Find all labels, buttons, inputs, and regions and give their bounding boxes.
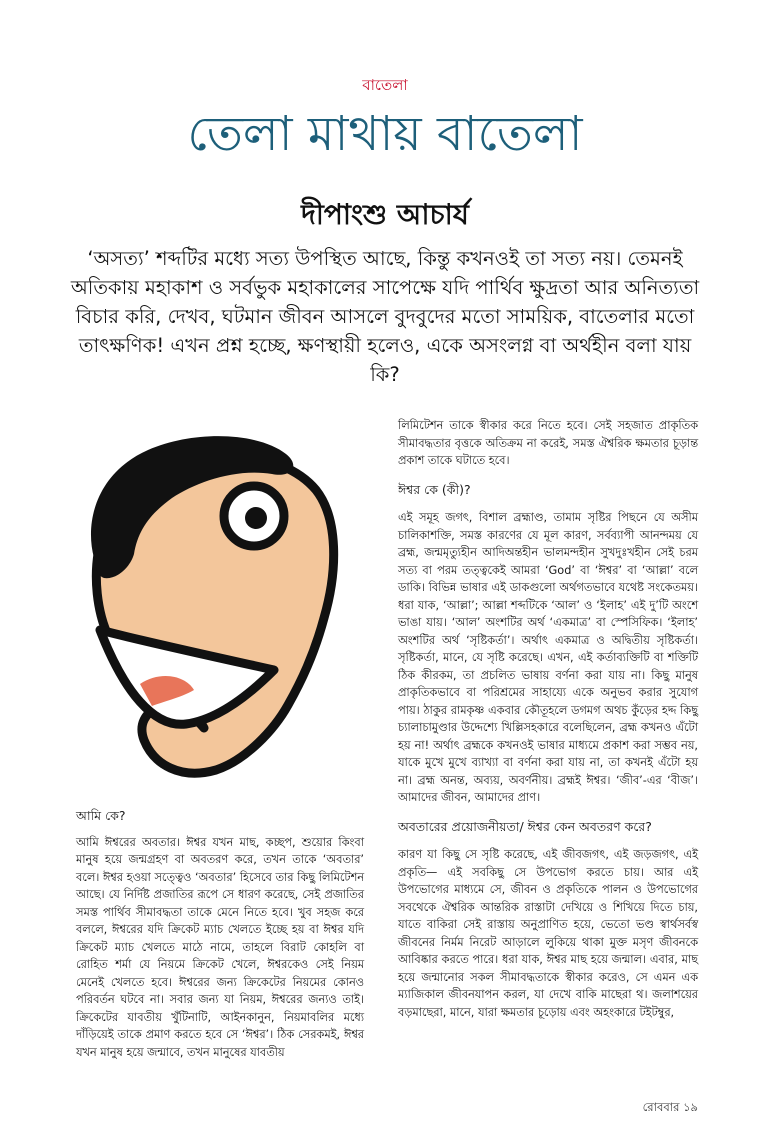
right-column bbox=[398, 417, 698, 1021]
section-kicker: বাতেলা bbox=[362, 76, 408, 94]
article-title: তেলা মাথায় বাতেলা bbox=[187, 106, 583, 162]
right-column-body-1: এই সমূহ জগৎ, বিশাল ব্রহ্মাণ্ড, তামাম সৃষ্টির পিছনে যে অসীম চালিকাশক্তি, সমস্ত কারণের যে মূল কারণ, সর্বব্যাপী আনন্দময় যে ব্রহ্ম, জন্মমৃত্যুহীন আদিঅন্তহীন ভালমন্দহীন সুখদুঃখহীন সেই চরম সত্য বা পরম তত্ত্বকেই আমরা ‘God’ বা ‘ঈশ্বর’ বা ‘আল্লা’ বলে ডাকি। বিভিন্ন ভাষার এই ডাকগুলো অর্থগতভাবে যথেষ্ট সংকেতময়। ধরা যাক, ‘আল্লা’; আল্লা শব্দটিকে ‘আল’ ও ‘ইলাহ’ এই দু’টি অংশে ভাঙা যায়। ‘আল’ অংশটির অর্থ ‘একমাত্র’ বা স্পেসিফিক। ‘ইলাহ’ অংশটির অর্থ ‘সৃষ্টিকর্তা’। অর্থাৎ একমাত্র ও অদ্বিতীয় সৃষ্টিকর্তা। সৃষ্টিকর্তা, মানে, যে সৃষ্টি করেছে। এখন, এই কর্তাব্যক্তিটি বা শক্তিটি ঠিক কীরকম, তা প্রচলিত ভাষায় বর্ণনা করা যায় না। কিছু মানুষ প্রাকৃতিকভাবে বা পরিশ্রমের সাহায্যে একে অনুভব করার সুযোগ পায়। ঠাকুর রামকৃষ্ণ একবার কৌতূহলে ডগমগ অথচ কুঁড়ের হদ্দ কিছু চ্যালাচামুণ্ডার উদ্দেশ্যে খিল্লিসহকারে বলেছিলেন, ব্রহ্ম কখনও এঁটো হয় না! অর্থাৎ ব্রহ্মকে কখনওই ভাষার মাধ্যমে প্রকাশ করা সম্ভব নয়, যাকে মুখে মুখে ব্যাখ্যা বা বর্ণনা করা যায় না, তা কখনই এঁটো হয় না। ব্রহ্ম অনন্ত, অব্যয়, অবর্ণনীয়। ব্রহ্মই ঈশ্বর। ‘জীব’-এর ‘বীজ’। আমাদের জীবন, আমাদের প্রাণ। bbox=[398, 511, 698, 804]
section-heading-abotar: অবতারের প্রয়োজনীয়তা/ ঈশ্বর কেন অবতরণ করে? bbox=[398, 818, 652, 834]
page-footer: রোববার ১৯ bbox=[642, 1100, 698, 1114]
article-lede: ‘অসত্য’ শব্দটির মধ্যে সত্য উপস্থিত আছে, কিন্তু কখনওই তা সত্য নয়। তেমনই অতিকায় মহাকাশ ও সর্বভুক মহাকালের সাপেক্ষে যদি পার্থিব ক্ষুদ্রতা আর অনিত্যতা বিচার করি, দেখব, ঘটমান জীবন আসলে বুদবুদের মতো সাময়িক, বাতেলার মতো তাৎক্ষণিক! এখন প্রশ্ন হচ্ছে, ক্ষণস্থায়ী হলেও, একে অসংলগ্ন বা অর্থহীন বলা যায় কি? bbox=[70, 247, 700, 386]
cartoon-pupil bbox=[245, 507, 267, 529]
section-heading-ishwar-ke: ঈশ্বর কে (কী)? bbox=[398, 481, 471, 497]
section-heading-ami-ke: আমি কে? bbox=[76, 808, 126, 823]
cartoon-illustration bbox=[76, 420, 366, 800]
left-column bbox=[76, 807, 364, 1061]
right-column-intro: লিমিটেশন তাকে স্বীকার করে নিতে হবে। সেই সহজাত প্রাকৃতিক সীমাবদ্ধতার বৃত্তকে অতিক্রম না করেই, সমস্ত ঐশ্বরিক ক্ষমতার চূড়ান্ত প্রকাশ তাকে ঘটাতে হবে। bbox=[398, 419, 698, 467]
left-column-body: আমি ঈশ্বরের অবতার। ঈশ্বর যখন মাছ, কচ্ছপ, শুয়োর কিংবা মানুষ হয়ে জন্মগ্রহণ বা অবতরণ করে, তখন তাকে ‘অবতার’ বলে। ঈশ্বর হওয়া সত্ত্বেও ‘অবতার’ হিসেবে তার কিছু লিমিটেশন আছে। যে নির্দিষ্ট প্রজাতির রূপে সে ধারণ করেছে, সেই প্রজাতির সমস্ত পার্থিব সীমাবদ্ধতা তাকে মেনে নিতে হবে। খুব সহজ করে বললে, ঈশ্বরের যদি ক্রিকেট ম্যাচ খেলতে ইচ্ছে হয় বা ঈশ্বর যদি ক্রিকেট ম্যাচ খেলতে মাঠে নামে, তাহলে বিরাট কোহলি বা রোহিত শর্মা যে নিয়মে ক্রিকেট খেলে, ঈশ্বরকেও সেই নিয়ম মেনেই খেলতে হবে। ঈশ্বরের জন্য ক্রিকেটের নিয়মের কোনও পরিবর্তন ঘটবে না। সবার জন্য যা নিয়ম, ঈশ্বরের জন্যও তাই। ক্রিকেটের যাবতীয় খুঁটিনাটি, আইনকানুন, নিয়মাবলির মধ্যে দাঁড়িয়েই তাকে প্রমাণ করতে হবে সে ‘ঈশ্বর’। ঠিক সেরকমই, ঈশ্বর যখন মানুষ হয়ে জন্মাবে, তখন মানুষের যাবতীয় bbox=[76, 835, 364, 1059]
author-name: দীপাংশু আচার্য bbox=[301, 198, 469, 231]
right-column-body-2: কারণ যা কিছু সে সৃষ্টি করেছে, এই জীবজগৎ, এই জড়জগৎ, এই প্রকৃতি— এই সবকিছু সে উপভোগ করতে চায়। আর এই উপভোগের মাধ্যমে সে, জীবন ও প্রকৃতিকে পালন ও উপভোগের সবথেকে ঐশ্বরিক আন্তরিক রাস্তাটা দেখিয়ে ও শিখিয়ে দিতে চায়, যাতে বাকিরা সেই রাস্তায় অনুপ্রাণিত হয়ে, ভেতো ভণ্ড স্বার্থসর্বস্ব জীবনের নির্মম নিরেট আড়ালে লুকিয়ে থাকা মুক্ত মসৃণ জীবনকে আবিষ্কার করতে পারে। ধরা যাক, ঈশ্বর মাছ হয়ে জন্মাল। এবার, মাছ হয়ে জন্মানোর সকল সীমাবদ্ধতাকে স্বীকার করেও, সে এমন এক ম্যাজিকাল জীবনযাপন করল, যা দেখে বাকি মাছেরা থ। জলাশয়ের বড়মাছেরা, মানে, যারা ক্ষমতার চূড়োয় এবং অহংকারে টইটম্বুর, bbox=[398, 848, 698, 1019]
